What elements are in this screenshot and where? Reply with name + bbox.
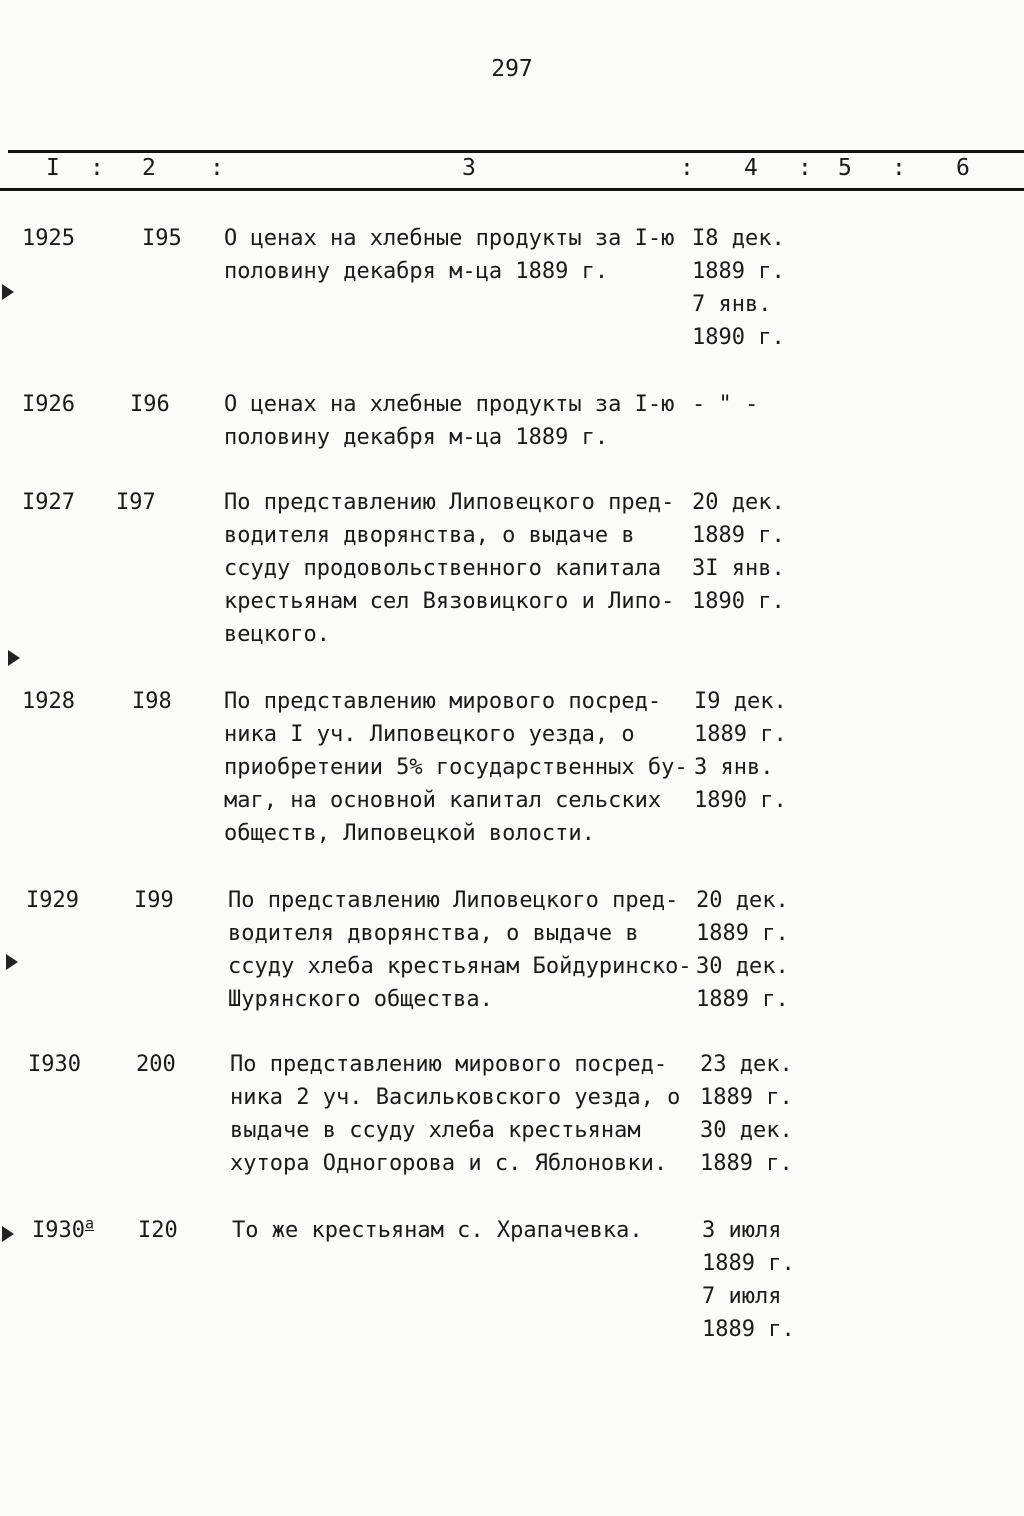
row-dates: - " - [692,392,759,417]
row-number-suffix: а [84,1214,95,1233]
row-number: 1925 [22,226,75,251]
header-separator: : [90,155,104,181]
header-separator: : [210,155,224,181]
row-file-number: I20 [138,1218,178,1243]
row-dates: 20 дек. 1889 г. 3I янв. 1890 г. [692,490,785,614]
row-title: По представлению Липовецкого пред- водителя дворянства, о выдаче в ссуду хлеба крестьянам Бойдуринско- Шурянского общества. [228,888,692,1012]
header-col-4: 4 [744,155,758,181]
margin-arrow-icon [2,284,14,300]
header-top-rule [8,150,1024,153]
header-col-2: 2 [142,155,156,181]
row-dates: I8 дек. 1889 г. 7 янв. 1890 г. [692,226,785,350]
row-number: $I930^а$ [32,1214,95,1243]
row-title: О ценах на хлебные продукты за I-ю половину декабря м-ца 1889 г. [224,392,675,450]
row-dates: 20 дек. 1889 г. 30 дек. 1889 г. [696,888,789,1012]
row-number: I930 [28,1052,81,1077]
header-separator: : [892,155,906,181]
margin-arrow-icon [8,650,20,666]
row-title: По представлению Липовецкого пред- водителя дворянства, о выдаче в ссуду продовольственного капитала крестьянам сел Вязовицкого и Липо- вецкого. [224,490,675,647]
header-col-5: 5 [838,155,852,181]
row-dates: 23 дек. 1889 г. 30 дек. 1889 г. [700,1052,793,1176]
row-number: I927 [22,490,75,515]
row-number: I926 [22,392,75,417]
row-file-number: I96 [130,392,170,417]
row-dates: I9 дек. 1889 г. 3 янв. 1890 г. [694,689,787,813]
header-separator: : [680,155,694,181]
header-bottom-rule [0,188,1024,191]
row-title: По представлению мирового посред- ника I уч. Липовецкого уезда, о приобретении 5% государственных бу- маг, на основной капитал сельских обществ, Липовецкой волости. [224,689,688,846]
row-dates: 3 июля 1889 г. 7 июля 1889 г. [702,1218,795,1342]
row-number: I929 [26,888,79,913]
header-col-1: I [46,155,60,181]
row-file-number: I98 [132,689,172,714]
margin-arrow-icon [2,1226,14,1242]
row-title: По представлению мирового посред- ника 2 уч. Васильковского уезда, о выдаче в ссуду хлеба крестьянам хутора Одногорова и с. Яблоновки. [230,1052,681,1176]
header-col-3: 3 [462,155,476,181]
table-header [0,155,1024,185]
row-title: О ценах на хлебные продукты за I-ю половину декабря м-ца 1889 г. [224,226,675,284]
header-separator: : [798,155,812,181]
row-file-number: I97 [116,490,156,515]
row-title: То же крестьянам с. Храпачевка. [232,1218,643,1243]
row-file-number: 200 [136,1052,176,1077]
row-file-number: I99 [134,888,174,913]
margin-arrow-icon [6,954,18,970]
row-file-number: I95 [142,226,182,251]
page-number: 297 [491,56,533,82]
header-col-6: 6 [956,155,970,181]
row-number: 1928 [22,689,75,714]
